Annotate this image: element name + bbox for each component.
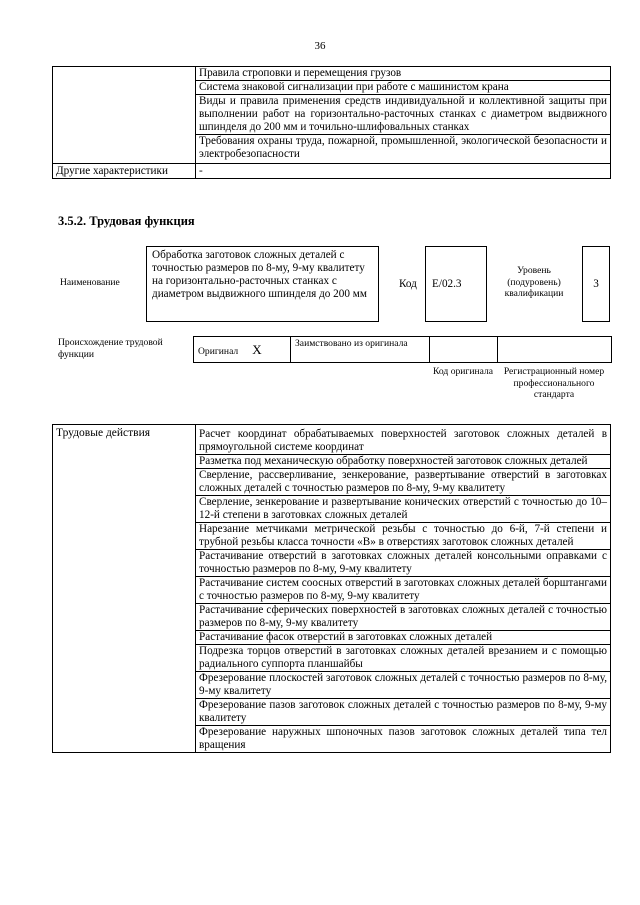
labor-actions-table — [52, 424, 611, 753]
labor-action-item: Фрезерование пазов заготовок сложных деталей с точностью размеров по 8-му, 9-му квалитету — [196, 699, 611, 726]
reg-number-cell — [498, 337, 612, 363]
original-label: Оригинал — [198, 345, 239, 357]
origin-label: Происхождение трудовой функции — [58, 337, 163, 360]
requirement-item: Виды и правила применения средств индивидуальной и коллективной защиты при выполнении работ на горизонтально-расточных станках с диаметром выдвижного шпинделя до 200 мм и точильно-шлифовальных станках — [196, 95, 611, 135]
code-label: Код — [399, 278, 417, 290]
labor-actions-label: Трудовые действия — [53, 425, 196, 753]
table-row — [53, 164, 611, 179]
origin-grid — [193, 336, 612, 363]
labor-action-item: Разметка под механическую обработку поверхностей заготовок сложных деталей — [196, 455, 611, 469]
labor-action-item: Растачивание сферических поверхностей в заготовках сложных деталей с точностью размеров по 8-му, 9-му квалитету — [196, 604, 611, 631]
other-characteristics-value: - — [196, 164, 611, 179]
function-code-box: E/02.3 — [425, 246, 487, 322]
requirement-item: Система знаковой сигнализации при работе с машинистом крана — [196, 81, 611, 95]
requirement-item: Правила строповки и перемещения грузов — [196, 67, 611, 81]
labor-action-item: Сверление, рассверливание, зенкерование, развертывание отверстий в заготовках сложных деталей с точностью размеров по 8-му, 9-му квалитету — [196, 469, 611, 496]
labor-action-item: Растачивание отверстий в заготовках сложных деталей консольными оправками с точностью размеров по 8-му, 9-му квалитету — [196, 550, 611, 577]
labor-action-item: Сверление, зенкерование и развертывание конических отверстий с точностью до 10–12-й степени в заготовках сложных деталей — [196, 496, 611, 523]
other-characteristics-label: Другие характеристики — [53, 164, 196, 179]
labor-action-item: Растачивание фасок отверстий в заготовках сложных деталей — [196, 631, 611, 645]
labor-action-item: Фрезерование наружных шпоночных пазов заготовок сложных деталей типа тел вращения — [196, 726, 611, 753]
requirements-table — [52, 66, 611, 179]
code-original-cell — [430, 337, 498, 363]
labor-action-item: Расчет координат обрабатываемых поверхностей заготовок сложных деталей в прямоугольной системе координат — [196, 425, 611, 455]
function-name-box: Обработка заготовок сложных деталей с точностью размеров по 8-му, 9-му квалитету на горизонтально-расточных станках с диаметром выдвижного шпинделя до 200 мм — [146, 246, 379, 322]
code-original-label: Код оригинала — [432, 366, 494, 377]
table-row — [53, 425, 611, 455]
labor-action-item: Подрезка торцов отверстий в заготовках сложных деталей врезанием и с помощью радиального суппорта планшайбы — [196, 645, 611, 672]
requirement-item: Требования охраны труда, пожарной, промышленной, экологической безопасности и электробезопасности — [196, 135, 611, 164]
name-label: Наименование — [60, 277, 120, 288]
qualification-level-label: Уровень (подуровень) квалификации — [504, 265, 564, 299]
borrowed-label: Заимствовано из оригинала — [291, 337, 430, 363]
table-row — [53, 67, 611, 81]
section-title: 3.5.2. Трудовая функция — [58, 214, 195, 228]
page-number: 36 — [314, 40, 326, 52]
original-mark: X — [252, 341, 262, 357]
labor-action-item: Растачивание систем соосных отверстий в заготовках сложных деталей борштангами с точностью размеров по 8-му, 9-му квалитету — [196, 577, 611, 604]
qualification-level-box: 3 — [582, 246, 610, 322]
empty-label-cell — [53, 67, 196, 164]
labor-action-item: Фрезерование плоскостей заготовок сложных деталей с точностью размеров по 8-му, 9-му квалитету — [196, 672, 611, 699]
labor-action-item: Нарезание метчиками метрической резьбы с точностью до 6-й, 7-й степени и трубной резьбы класса точности «В» в отверстиях заготовок сложных деталей — [196, 523, 611, 550]
reg-number-label: Регистрационный номер профессионального стандарта — [503, 366, 605, 400]
original-cell — [194, 337, 291, 363]
